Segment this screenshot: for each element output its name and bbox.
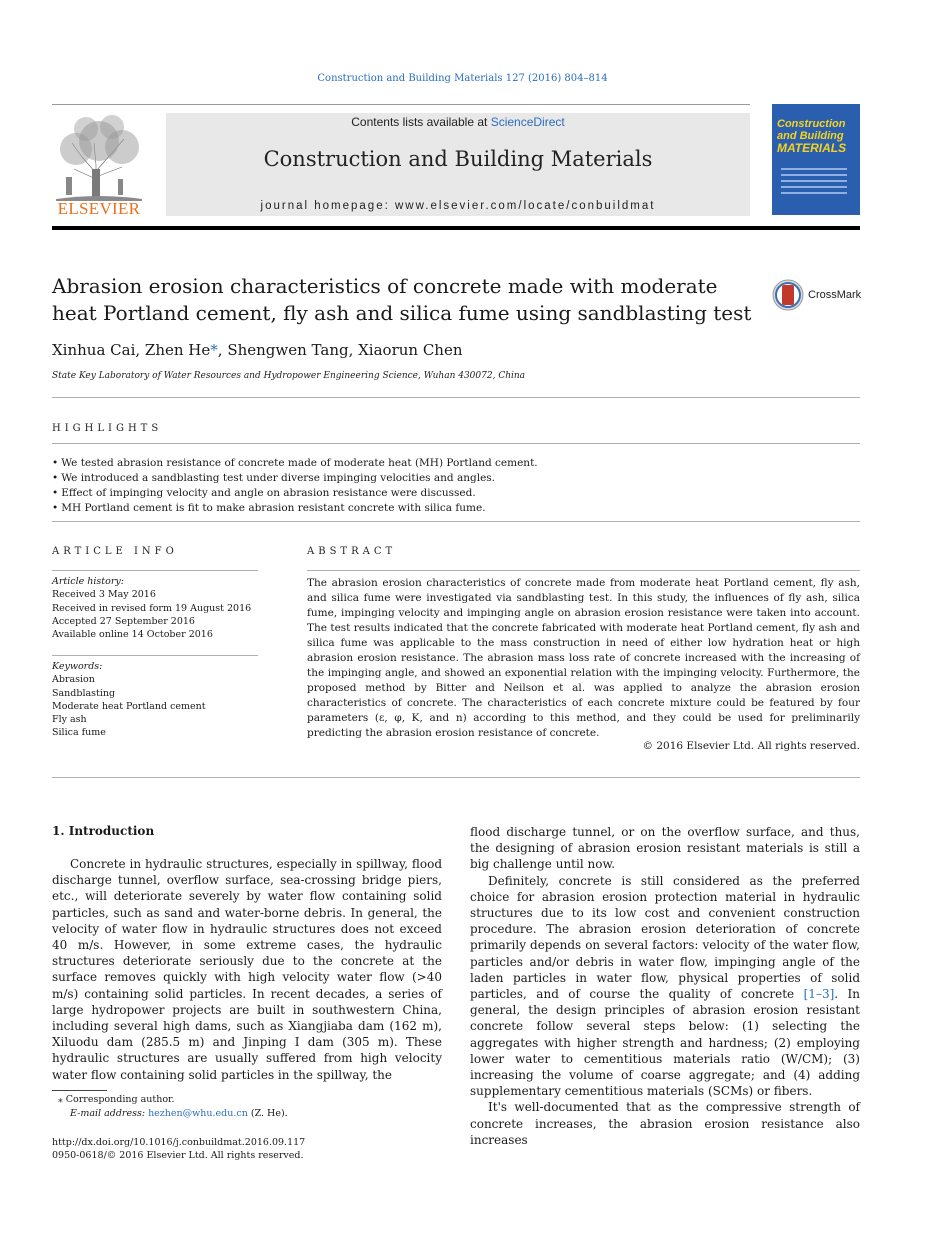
contents-prefix: Contents lists available at [351,115,488,129]
affiliation: State Key Laboratory of Water Resources and Hydropower Engineering Science, Wuhan 430072, China [52,371,526,381]
highlight-item: • We tested abrasion resistance of concrete made of moderate heat (MH) Portland cement. [52,456,860,471]
highlight-item: • We introduced a sandblasting test under diverse impinging velocities and angles. [52,471,860,486]
sciencedirect-link[interactable]: ScienceDirect [490,115,565,129]
highlight-item: • MH Portland cement is fit to make abrasion resistant concrete with silica fume. [52,501,860,516]
intro-paragraph-1: Concrete in hydraulic structures, especially in spillway, flood discharge tunnel, overflow surface, sea-crossing bridge piers, etc., will deteriorate severely by water flow containing solid particles, such as sand and water-borne debris. In general, the velocity of water flow in hydraulic structures does not exceed 40 m/s. However, in some extreme cases, the hydraulic structures deteriorate seriously due to the concrete at the surface removes quickly with high velocity water flow (>40 m/s) containing solid particles. In recent decades, a series of large hydropower projects are built in southwestern China, including several high dams, such as Xiangjiaba dam (162 m), Xiluodu dam (285.5 m) and Jinping I dam (305 m). These hydraulic structures are usually suffered from high velocity water flow containing solid particles in the spillway, the [52,857,442,1082]
journal-reference[interactable]: Construction and Building Materials 127 (2016) 804–814 [317,73,608,84]
email-suffix: (Z. He). [250,1108,288,1119]
cover-title-line3: MATERIALS [777,141,847,155]
history-label: Article history: [52,576,124,587]
paragraph-2-text-b: . In general, the design principles of abrasion erosion resistant concrete follow several steps below: (1) selecting the aggregates with higher strength and hardness; (2) employing lower water to cementitious materials ratio (W/CM); (3) increasing the volume of coarse aggregate; and (4) adding supplementary cementitious materials (SCMs) or fibers. [470,987,860,1099]
keywords [52,660,258,740]
doi-link[interactable]: http://dx.doi.org/10.1016/j.conbuildmat.2016.09.117 [52,1137,306,1148]
rule-below-highlights-heading [52,443,860,444]
body-left-column [52,856,442,1083]
cover-title [777,118,857,154]
keywords-label: Keywords: [52,661,103,672]
keyword-item: Sandblasting [52,687,116,699]
history-accepted: Accepted 27 September 2016 [52,615,195,627]
corresponding-author-note: ⁎ Corresponding author. [58,1094,175,1105]
citation-link-1-3[interactable]: [1–3] [803,987,835,1002]
intro-paragraph-1-cont: flood discharge tunnel, or on the overflow surface, and thus, the designing of abrasion erosion resistant materials is still a big challenge until now. [470,825,860,872]
email-link[interactable]: hezhen@whu.edu.cn [148,1108,248,1119]
paragraph-2-text-a: Definitely, concrete is still considered as the preferred choice for abrasion erosion protection material in hydraulic structures due to its low cost and convenient construction procedure. The abrasion erosion deterioration of concrete primarily depends on several factors: velocity of the water flow, particles and/or debris in water flow, impinging angle of the laden particles in water flow, physical properties of solid particles, and of course the quality of concrete [470,873,860,1002]
abstract-copyright: © 2016 Elsevier Ltd. All rights reserved. [642,740,860,752]
history-online: Available online 14 October 2016 [52,629,213,641]
body-right-column [470,824,860,1148]
cover-text-lines [781,168,847,198]
keyword-item: Moderate heat Portland cement [52,700,206,712]
corresponding-author-mark[interactable]: * [210,341,218,359]
rule-keywords [52,655,258,656]
intro-paragraph-3: It's well-documented that as the compressive strength of concrete increases, the abrasion erosion resistance also increases [470,1100,860,1147]
article-title: Abrasion erosion characteristics of concrete made with moderate heat Portland cement, fly ash and silica fume using sandblasting test [52,274,752,325]
top-rule [52,104,750,105]
journal-homepage[interactable]: journal homepage: www.elsevier.com/locate/conbuildmat [260,200,656,212]
article-info-heading: ARTICLE INFO [52,546,178,557]
crossmark-label[interactable]: CrossMark [808,289,862,301]
rule-below-abstract [52,777,860,778]
rule-article-info [52,570,258,571]
history-revised: Received in revised form 19 August 2016 [52,602,252,614]
introduction-heading: 1. Introduction [52,824,155,838]
contents-line [166,115,750,129]
journal-name: Construction and Building Materials [263,147,653,171]
email-label: E-mail address: [70,1108,146,1119]
abstract-text: The abrasion erosion characteristics of concrete made from moderate heat Portland cement, fly ash, and silica fume were investigated via sandblasting test. In this study, the influences of fly ash, silica fume, impinging velocity and impinging angle on abrasion erosion resistance were taken into account. The test results indicated that the concrete fabricated with moderate heat Portland cement, fly ash and silica fume was applicable to the mass construction in need of either low hydration heat or high abrasion erosion resistance. The abrasion mass loss rate of concrete increased with the increasing of the impinging angle, and showed an exponential relation with the impinging velocity. Furthermore, the proposed method by Bitter and Neilson et al. was applied to analyze the abrasion erosion characteristics of concrete. The characteristics of each concrete mixture could be featured by four parameters (ε, φ, K, and n) according to this method, and they could be used for preliminarily predicting the abrasion erosion resistance of concrete. [307,577,860,739]
highlights-heading: HIGHLIGHTS [52,423,163,434]
abstract-heading: ABSTRACT [307,546,397,557]
rule-below-highlights [52,521,860,522]
author-list [52,341,463,359]
rule-abstract [307,570,860,571]
keyword-item: Abrasion [52,674,95,686]
issn-line: 0950-0618/© 2016 Elsevier Ltd. All rights reserved. [52,1150,304,1161]
rule-above-highlights [52,397,860,398]
authors-rest: , Shengwen Tang, Xiaorun Chen [217,341,463,359]
crossmark-icon[interactable] [772,279,804,311]
header-divider [52,226,860,230]
article-history [52,575,258,641]
keyword-item: Silica fume [52,727,106,739]
intro-paragraph-2 [470,873,860,1100]
keyword-item: Fly ash [52,714,87,726]
cover-title-line1: Construction [777,118,846,130]
footnote-rule [52,1090,107,1091]
elsevier-wordmark: ELSEVIER [57,199,141,218]
history-received: Received 3 May 2016 [52,589,156,601]
authors-first: Xinhua Cai, Zhen He [52,341,211,359]
email-note [70,1108,288,1119]
highlights-list [52,456,860,516]
highlight-item: • Effect of impinging velocity and angle on abrasion resistance were discussed. [52,486,860,501]
cover-title-line2: and Building [777,130,844,142]
